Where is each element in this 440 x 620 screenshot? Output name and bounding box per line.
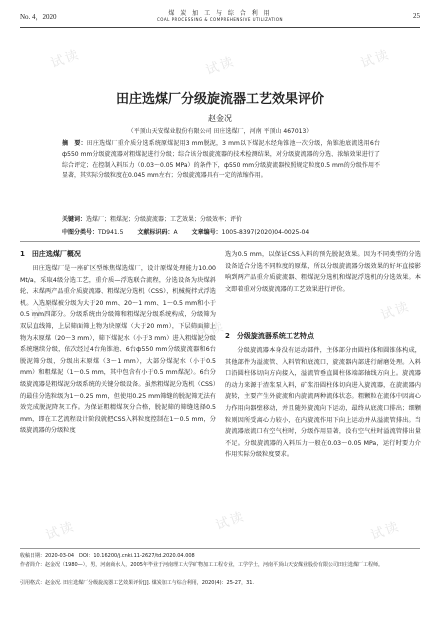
- article-value: 1005-8397(2020)04-0025-04: [221, 229, 310, 236]
- abstract-text: 田庄选煤厂重介质分选系统原煤泥用3 mm脱泥，3 mm以下煤泥水经角锥池一次分级，角锥池底流选用6台ф550 mm分级旋流器对粗煤泥进行分级；综合该分级旋流器的技术检测结果，对分级旋流器的分选、浓缩效果进行了综合评定；在控制入料压力（0.03～0.05 MPa）的条件下，ф550 mm分级旋流器按照规定粒度0.5 mm的分级作用不显著，其实际分级粒度在0.045 mm左右；分级旋流器具有一定的浓缩作用。: [62, 140, 380, 180]
- author-affiliation: （平顶山天安煤业股份有限公司 田庄选煤厂，河南 平顶山 467013）: [127, 128, 313, 135]
- watermark: 试读: [369, 519, 403, 544]
- body-paragraph: 分级旋流器本身没有运动部件，主体部分由圆柱体和圆锥体构成，其他部件为溢流管、入料管和底流口，旋流器内部进行耐磨处理。入料口沿圆柱体切向方向接入，溢流管垂直圆柱体端部轴线方向上。旋流器的动力来源于渣浆泵入料，矿浆沿圆柱体切向进入旋流器，在旋流器内旋转，主要产生外旋流和内旋流两种流体状态。粗颗粒在流体中因离心力作用向器壁移动，并且随外旋流向下运动，最终从底流口排出；细颗粒则因所受离心力较小，在内旋流作用下向上运动并从溢流管排出。当旋流器底流口有空气柱时，分级作用显著，没有空气柱时溢流管排出量不足。分级旋流器的入料压力一般在0.03～0.05 MPa，运行时要力介作用实际分级粒度要求。: [225, 347, 421, 459]
- clc-code: [62, 227, 123, 236]
- doc-value: A: [173, 229, 178, 236]
- classification-line: [62, 227, 380, 236]
- watermark: 试读: [29, 299, 63, 324]
- abstract: [62, 139, 380, 182]
- watermark: 试读: [214, 509, 248, 534]
- footnote-rule: [20, 548, 420, 549]
- keywords-label: 关键词：: [62, 216, 87, 223]
- article-label: 文章编号：: [191, 229, 222, 236]
- watermark: 试读: [194, 319, 228, 344]
- section-heading: 1 田庄选煤厂概况: [20, 250, 81, 258]
- watermark: 试读: [204, 54, 238, 79]
- author-name: 赵金况: [208, 114, 232, 123]
- article-number: [192, 227, 310, 236]
- keywords: [62, 214, 380, 223]
- doc-code: [137, 227, 177, 236]
- body-paragraph: 选为0.5 mm，以保证CSS入料的预先脱泥效果。因为不同类型的分选设备适合分选不同粒度的原煤，所以分级旋流器分级效果的好坏直接影响到两产品重介质旋流器、粗煤泥分选机和煤泥浮选机的分选效果。本文即着重对分级旋流器的工艺效果进行评价。: [225, 251, 421, 293]
- divider: [20, 241, 420, 242]
- clc-label: 中图分类号：: [62, 229, 99, 236]
- body-paragraph: 田庄选煤厂是一座矿区型炼焦煤选煤厂，设计原煤处理能力10.00 Mt/a，采取4级分选工艺，重介质—浮选联合流程，分选设备为块煤斜轮、末煤两产品重介质旋流器、粗煤泥分选机（CSS），机械搅拌式浮选机。入选原煤被分级为大于20 mm、20～1 mm、1～0.5 mm和小于0.5 mm四部分。分级系统由分级筛和粗煤泥分级系统构成，分级筛为双层直线筛，上层筛面筛上物为块原煤（大于20 mm），下层筛面筛上物为末原煤（20～3 mm），筛下煤泥水（小于3 mm）进入粗煤泥分级系统继续分级，依次经过4台角锥池、6台ф550 mm分级旋流器和6台脱泥筛分级，分级出末原煤（3～1 mm），大部分煤泥水（小于0.5 mm）和粗煤泥（1～0.5 mm，其中包含有小于0.5 mm煤泥）。6台分级旋流器是粗煤泥分级系统的关键分级设备。虽然粗煤泥分选机（CSS）的最佳分选粒级为1～0.25 mm，但使用0.25 mm筛缝的脱泥筛无法有效完成脱泥降灰工作。为保证粗精煤灰分合格，脱泥筛的筛缝选择0.5 mm，即在工艺流程设计阶段就把CSS入料粒度控制在1～0.5 mm，分级旋流器的分级粒度: [20, 265, 216, 435]
- journal-name: 煤 炭 加 工 与 综 合 利 用: [168, 10, 272, 17]
- author-bio: 作者简介：赵金况（1980—），男，河南商水人，2005年毕业于河南理工大学矿物加工工程专业，工学学士，河南平顶山天安煤业股份有限公司田庄选煤厂工程师。: [20, 562, 383, 568]
- clc-value: TD941.5: [98, 229, 124, 236]
- issue-number: No. 4，2020: [20, 13, 57, 21]
- received-date: 收稿日期：2020-03-04 DOI：10.16200/j.cnki.11-2627/td.2020.04.008: [20, 553, 195, 559]
- doc-label: 文献标识码：: [137, 229, 174, 236]
- watermark: 试读: [44, 519, 78, 544]
- watermark: 试读: [49, 47, 83, 72]
- page-number: 25: [413, 12, 420, 20]
- abstract-label: 摘 要：: [62, 140, 87, 147]
- citation: 引用格式：赵金况. 田庄选煤厂分级旋流器工艺效果评价[J]. 煤炭加工与综合利用，2020(4)：25-27，31.: [20, 580, 255, 586]
- watermark: 试读: [359, 47, 393, 72]
- keywords-text: 选煤厂；粗煤泥；分级旋流器；工艺效果；分级效率；评价: [86, 216, 243, 223]
- journal-name-english: COAL PROCESSING & COMPREHENSIVE UTILIZATION: [156, 17, 284, 22]
- watermark: 试读: [379, 299, 413, 324]
- section-heading: 2 分级旋流器系统工艺特点: [225, 332, 314, 340]
- paper-title: 田庄选煤厂分级旋流器工艺效果评价: [115, 92, 324, 107]
- header-rule: [20, 27, 420, 28]
